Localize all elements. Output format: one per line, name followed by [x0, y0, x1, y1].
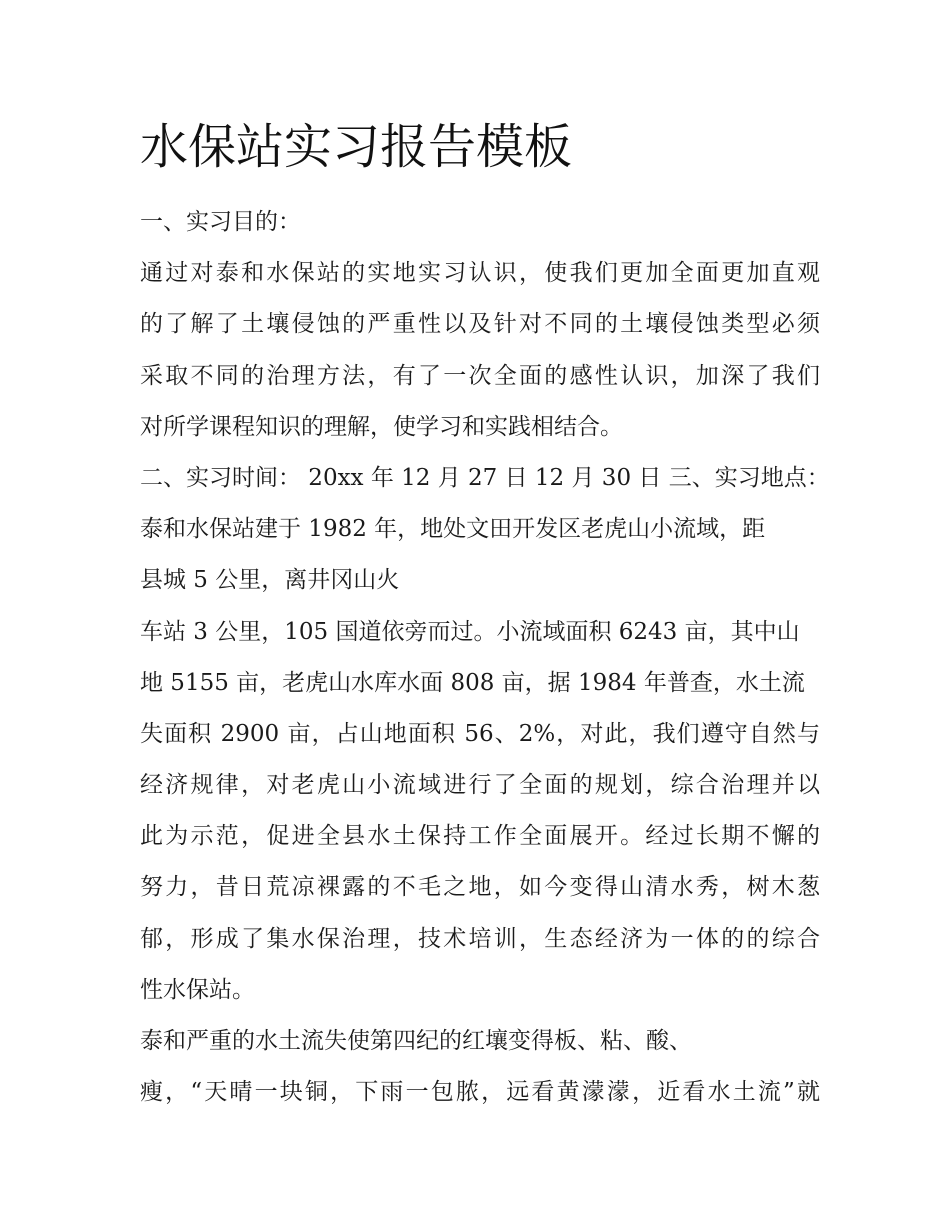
paragraph-line: 郁，形成了集水保治理，技术培训，生态经济为一体的的综合 [140, 925, 820, 952]
paragraph-line: 性水保站。 [140, 976, 255, 1003]
paragraph-line: 失面积 2900 亩，占山地面积 56、2%，对此，我们遵守自然与 [140, 720, 820, 747]
paragraph-line: 的了解了土壤侵蚀的严重性以及针对不同的土壤侵蚀类型必须 [140, 311, 820, 338]
paragraph-line: 努力，昔日荒凉裸露的不毛之地，如今变得山清水秀，树木葱 [140, 874, 820, 901]
paragraph-line: 泰和水保站建于 1982 年，地处文田开发区老虎山小流域，距 [140, 516, 766, 543]
paragraph-line: 车站 3 公里，105 国道依旁而过。小流域面积 6243 亩，其中山 [140, 618, 800, 645]
paragraph-line: 经济规律，对老虎山小流域进行了全面的规划，综合治理并以 [140, 772, 820, 799]
paragraph-line: 此为示范，促进全县水土保持工作全面展开。经过长期不懈的 [140, 823, 820, 850]
section-heading-purpose: 一、实习目的： [140, 209, 301, 235]
paragraph-line: 瘦，“天晴一块铜，下雨一包脓，远看黄濛濛，近看水土流”就 [140, 1079, 820, 1106]
paragraph-line: 泰和严重的水土流失使第四纪的红壤变得板、粘、酸、 [140, 1028, 692, 1054]
paragraph-line: 县城 5 公里，离井冈山火 [140, 567, 400, 594]
paragraph-line: 采取不同的治理方法，有了一次全面的感性认识，加深了我们 [140, 362, 820, 389]
paragraph-line: 对所学课程知识的理解，使学习和实践相结合。 [140, 413, 623, 440]
document-title: 水保站实习报告模板 [140, 119, 573, 175]
paragraph-line: 地 5155 亩，老虎山水库水面 808 亩，据 1984 年普查，水土流 [140, 669, 805, 696]
document-body [140, 197, 830, 1118]
section-heading-time-location: 二、实习时间： 20xx 年 12 月 27 日 12 月 30 日 三、实习地点： [140, 464, 830, 491]
paragraph-line: 通过对泰和水保站的实地实习认识，使我们更加全面更加直观 [140, 260, 820, 287]
